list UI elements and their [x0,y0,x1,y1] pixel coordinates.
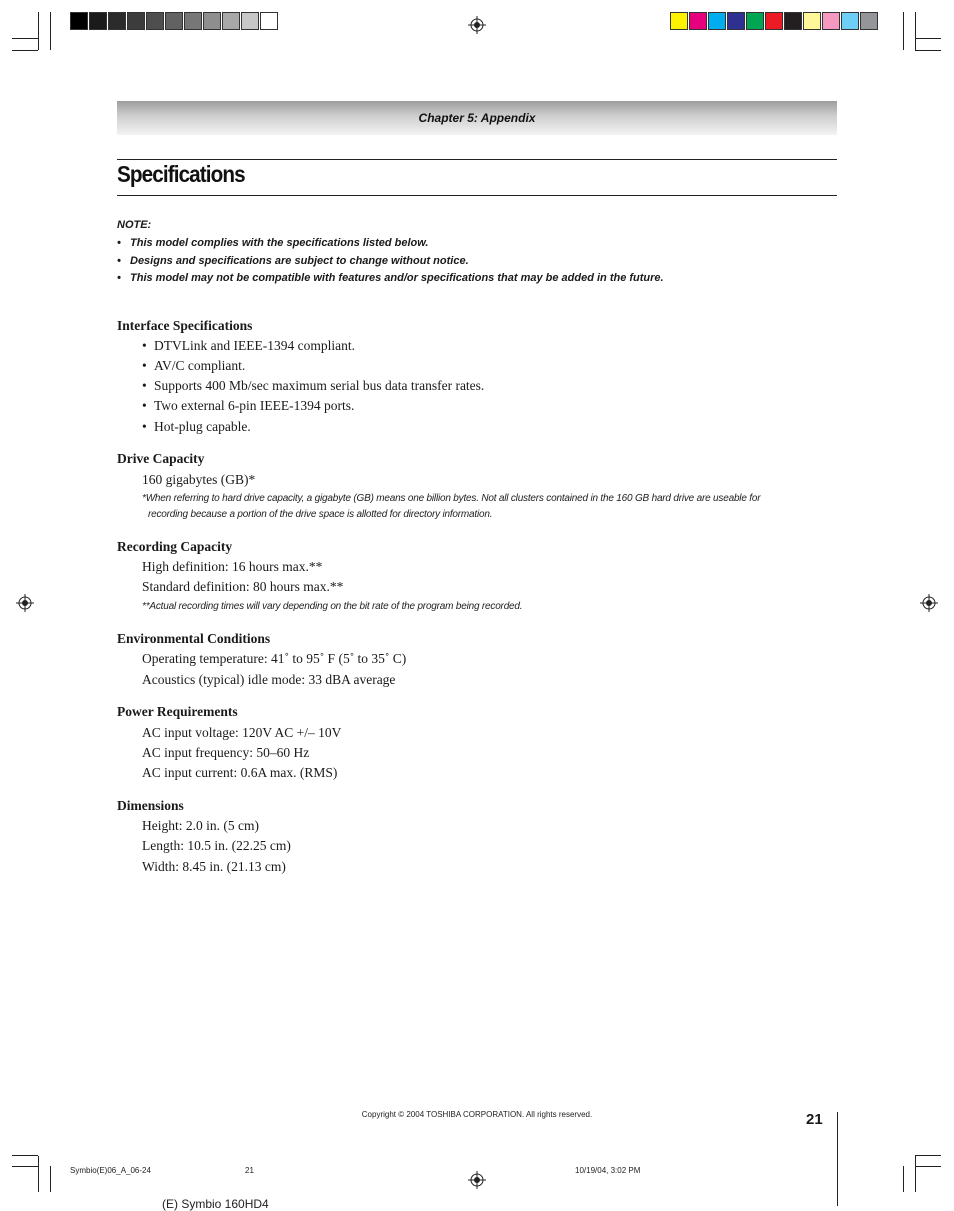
color-swatch [746,12,764,30]
color-swatch [184,12,202,30]
section-heading-interface: Interface Specifications [117,318,253,333]
crop-mark [12,50,38,51]
spec-line: AC input voltage: 120V AC +/– 10V [142,725,342,740]
color-swatch [670,12,688,30]
crop-mark [915,38,941,39]
crop-mark [903,12,904,50]
note-heading: NOTE: [117,219,152,231]
section-heading-dimensions: Dimensions [117,798,184,813]
section-heading-power: Power Requirements [117,704,238,719]
list-item: • DTVLink and IEEE-1394 compliant. [142,338,355,353]
crop-mark [915,1166,941,1167]
footnote: recording because a portion of the drive space is allotted for directory information. [148,509,493,520]
color-swatch [765,12,783,30]
crop-mark [915,1156,916,1192]
title-rule-bottom [117,195,837,196]
section-heading-drive: Drive Capacity [117,451,205,466]
color-swatch [222,12,240,30]
title-rule-top [117,159,837,160]
crop-mark [50,12,51,50]
crop-mark [50,1166,51,1192]
crop-mark [915,1155,941,1156]
color-swatch [165,12,183,30]
crop-mark [915,12,916,50]
registration-mark-icon [468,1171,486,1189]
note-item: • This model may not be compatible with features and/or specifications that may be added in the future. [117,272,664,284]
crop-mark [12,38,38,39]
registration-mark-icon [468,16,486,34]
color-swatch [108,12,126,30]
crop-mark [915,50,941,51]
page-number: 21 [806,1111,823,1128]
spec-line: 160 gigabytes (GB)* [142,472,256,487]
color-swatch [241,12,259,30]
chapter-title: Chapter 5: Appendix [418,111,536,125]
color-swatch [822,12,840,30]
spec-line: Height: 2.0 in. (5 cm) [142,818,259,833]
registration-mark-icon [920,594,938,612]
color-swatch [89,12,107,30]
list-item: • AV/C compliant. [142,358,246,373]
crop-mark [12,1166,38,1167]
footnote: **Actual recording times will vary depending on the bit rate of the program being recorded. [142,601,523,612]
list-item: • Supports 400 Mb/sec maximum serial bus data transfer rates. [142,378,485,393]
gray-color-bar [70,12,279,30]
spec-line: Operating temperature: 41˚ to 95˚ F (5˚ to 35˚ C) [142,651,407,666]
color-swatch [146,12,164,30]
footnote: *When referring to hard drive capacity, a gigabyte (GB) means one billion bytes. Not all clusters contained in the 160 GB hard drive are useable for [142,493,761,504]
slug-file-name: Symbio(E)06_A_06-24 [70,1166,151,1175]
color-swatch [203,12,221,30]
page-edge-line [837,1112,838,1206]
spec-line: Length: 10.5 in. (22.25 cm) [142,838,291,853]
process-color-bar [670,12,879,30]
slug-date: 10/19/04, 3:02 PM [575,1166,641,1175]
color-swatch [803,12,821,30]
spec-line: AC input current: 0.6A max. (RMS) [142,765,338,780]
section-heading-recording: Recording Capacity [117,539,233,554]
color-swatch [860,12,878,30]
color-swatch [689,12,707,30]
note-item: • Designs and specifications are subject to change without notice. [117,255,469,267]
copyright-notice: Copyright © 2004 TOSHIBA CORPORATION. All rights reserved. [361,1110,593,1119]
crop-mark [903,1166,904,1192]
page-title: Specifications [117,161,245,187]
spec-line: AC input frequency: 50–60 Hz [142,745,310,760]
model-name: (E) Symbio 160HD4 [162,1197,269,1211]
color-swatch [260,12,278,30]
list-item: • Two external 6-pin IEEE-1394 ports. [142,398,355,413]
color-swatch [70,12,88,30]
crop-mark [38,12,39,50]
crop-mark [38,1156,39,1192]
color-swatch [727,12,745,30]
spec-line: Standard definition: 80 hours max.** [142,579,344,594]
chapter-header-band [117,101,837,135]
color-swatch [708,12,726,30]
crop-mark [12,1155,38,1156]
slug-page-number: 21 [245,1166,254,1175]
spec-line: Acoustics (typical) idle mode: 33 dBA average [142,672,396,687]
registration-mark-icon [16,594,34,612]
list-item: • Hot-plug capable. [142,419,251,434]
spec-line: Width: 8.45 in. (21.13 cm) [142,859,286,874]
spec-line: High definition: 16 hours max.** [142,559,323,574]
color-swatch [841,12,859,30]
color-swatch [127,12,145,30]
color-swatch [784,12,802,30]
note-item: • This model complies with the specifications listed below. [117,237,429,249]
section-heading-environment: Environmental Conditions [117,631,271,646]
